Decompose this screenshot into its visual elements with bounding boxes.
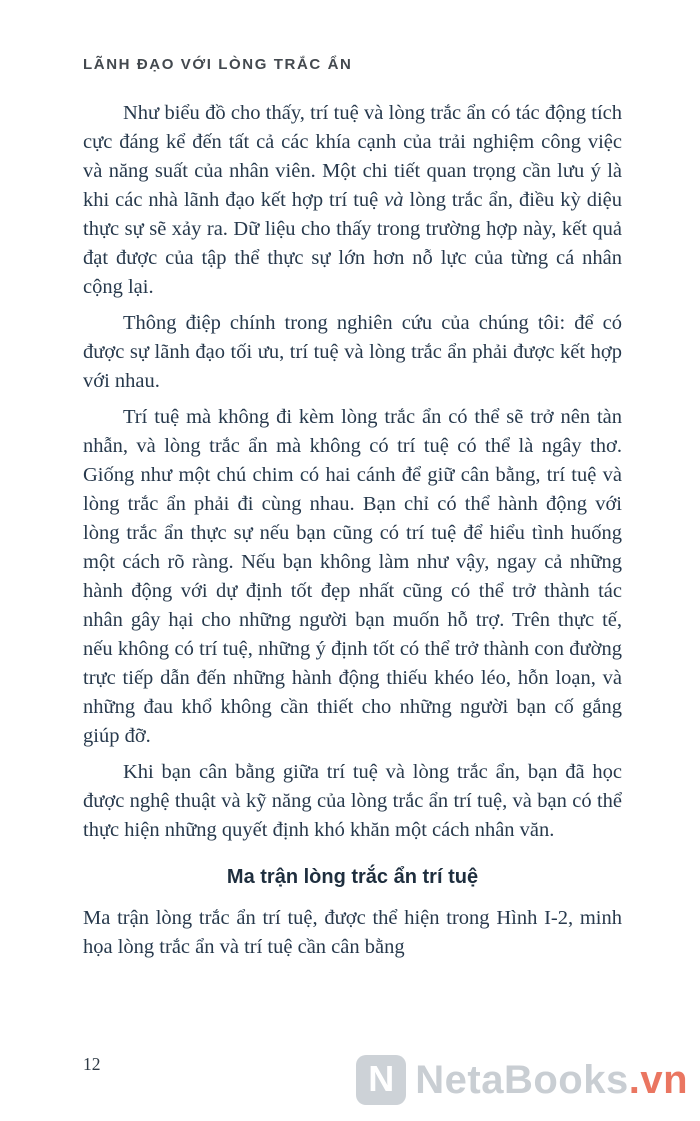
text-segment: Trí tuệ mà không đi kèm lòng trắc ẩn có thể sẽ trở nên tàn nhẫn, và lòng trắc ẩn mà không có trí tuệ có thể là ngây thơ. Giống như một chú chim có hai cánh để giữ cân bằng, trí tuệ và lòng trắc ẩn phải đi cùng nhau. Bạn chỉ có thể hành động với lòng trắc ẩn thực sự nếu bạn cũng có trí tuệ để hiểu tình huống một cách rõ ràng. Nếu bạn không làm như vậy, ngay cả những hành động với dự định tốt đẹp nhất cũng có thể trở thành tác nhân gây hại cho những người bạn muốn hỗ trợ. Trên thực tế, nếu không có trí tuệ, những ý định tốt có thể trở thành con đường trực tiếp dẫn đến những hành động thiếu khéo léo, hỗn loạn, và những đau khổ không cần thiết cho những người bạn cố gắng giúp đỡ. (83, 406, 622, 747)
page-number: 12 (83, 1054, 101, 1074)
text-segment: Khi bạn cân bằng giữa trí tuệ và lòng trắc ẩn, bạn đã học được nghệ thuật và kỹ năng của lòng trắc ẩn trí tuệ, và bạn có thể thực hiện những quyết định khó khăn một cách nhân văn. (83, 761, 622, 841)
paragraph (83, 403, 622, 751)
text-segment: Ma trận lòng trắc ẩn trí tuệ, được thể hiện trong Hình I-2, minh họa lòng trắc ẩn và trí tuệ cần cân bằng (83, 907, 622, 958)
watermark-domain: .vn (628, 1057, 688, 1102)
running-header: LÃNH ĐẠO VỚI LÒNG TRẮC ẨN (83, 56, 353, 73)
watermark-logo-letter: N (368, 1058, 395, 1099)
paragraph (83, 309, 622, 396)
paragraph (83, 758, 622, 845)
paragraph (83, 904, 622, 962)
netabooks-logo-icon (356, 1055, 406, 1105)
section-heading: Ma trận lòng trắc ẩn trí tuệ (226, 866, 479, 888)
text-segment: Thông điệp chính trong nghiên cứu của chúng tôi: để có được sự lãnh đạo tối ưu, trí tuệ và lòng trắc ẩn phải được kết hợp với nhau. (83, 312, 622, 392)
page-content (83, 99, 622, 962)
watermark-name: NetaBooks (415, 1057, 629, 1102)
text-segment: Như biểu đồ cho thấy, trí tuệ và lòng trắc ẩn có tác động tích cực đáng kể đến tất cả các khía cạnh của trải nghiệm công việc và năng suất của nhân viên. Một chi tiết quan trọng cần lưu ý là khi các nhà lãnh đạo kết hợp trí tuệ (83, 102, 622, 211)
watermark-text (415, 1058, 688, 1103)
text-segment: lòng trắc ẩn, điều kỳ diệu thực sự sẽ xảy ra. Dữ liệu cho thấy trong trường hợp này, kết quả đạt được của tập thể thực sự lớn hơn nỗ lực của từng cá nhân cộng lại. (83, 189, 622, 298)
paragraph (83, 99, 622, 302)
text-segment: và (384, 189, 404, 211)
netabooks-watermark (356, 1055, 688, 1105)
